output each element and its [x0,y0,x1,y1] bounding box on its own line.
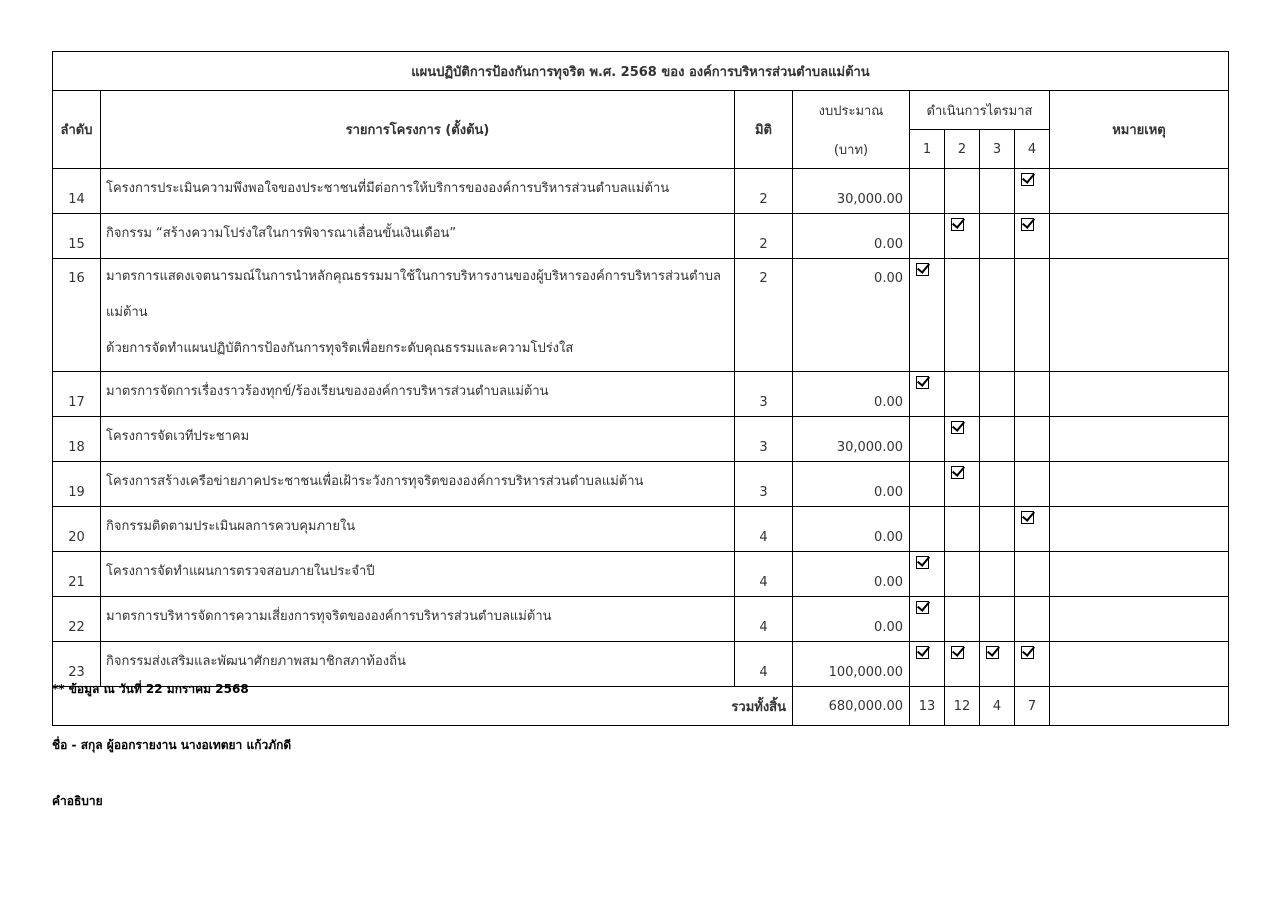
dimension: 4 [735,597,793,642]
project-name [101,552,735,597]
quarter-4-cell [1015,507,1050,552]
row-number: 20 [53,507,101,552]
quarter-1-cell [910,597,945,642]
quarter-1-cell [910,417,945,462]
project-name-line1: กิจกรรมติดตามประเมินผลการควบคุมภายใน [106,519,356,534]
table-row [53,372,1229,417]
checked-box-icon [1021,646,1034,659]
table-row [53,597,1229,642]
project-name-line1: โครงการจัดเวทีประชาคม [106,429,250,444]
quarter-1-cell [910,259,945,372]
row-number: 18 [53,417,101,462]
project-name [101,507,735,552]
header-dimension: มิติ [735,91,793,169]
data-date-note: ** ข้อมูล ณ วันที่ 22 มกราคม 2568 [52,682,249,696]
remark [1050,507,1229,552]
project-name-line1: กิจกรรม “สร้างความโปร่งใสในการพิจารณาเลื่อนขั้นเงินเดือน” [106,226,457,241]
quarter-4-cell [1015,372,1050,417]
remark [1050,462,1229,507]
quarter-1-cell [910,552,945,597]
budget: 0.00 [793,259,910,372]
table-row [53,417,1229,462]
project-name [101,372,735,417]
budget: 0.00 [793,462,910,507]
row-number: 15 [53,214,101,259]
reporter-note: ชื่อ - สกุล ผู้ออกรายงาน นางอเทตยา แก้วภักดี [52,738,292,752]
project-name [101,214,735,259]
checked-box-icon [916,601,929,614]
table-row [53,214,1229,259]
dimension: 4 [735,507,793,552]
quarter-2-cell [945,642,980,687]
total-budget: 680,000.00 [793,687,910,726]
quarter-3-cell [980,259,1015,372]
checked-box-icon [1021,511,1034,524]
checked-box-icon [1021,173,1034,186]
quarter-2-cell [945,169,980,214]
dimension: 2 [735,259,793,372]
remark [1050,597,1229,642]
total-q3: 4 [980,687,1015,726]
header-budget-line2: (บาท) [833,142,869,158]
checked-box-icon [951,466,964,479]
row-number: 14 [53,169,101,214]
row-number: 21 [53,552,101,597]
total-q1: 13 [910,687,945,726]
checked-box-icon [1021,218,1034,231]
quarter-4-cell [1015,462,1050,507]
quarter-4-cell [1015,597,1050,642]
quarter-3-cell [980,507,1015,552]
budget: 0.00 [793,597,910,642]
budget: 0.00 [793,507,910,552]
project-name [101,462,735,507]
quarter-3-cell [980,214,1015,259]
quarter-1-cell [910,642,945,687]
project-name [101,597,735,642]
header-remark: หมายเหตุ [1050,91,1229,169]
quarter-1-cell [910,372,945,417]
checked-box-icon [951,421,964,434]
dimension: 4 [735,642,793,687]
checked-box-icon [916,556,929,569]
budget: 30,000.00 [793,169,910,214]
quarter-1-cell [910,214,945,259]
explanation-label: คำอธิบาย [52,794,103,808]
project-name-line1: มาตรการจัดการเรื่องราวร้องทุกข์/ร้องเรียนขององค์การบริหารส่วนตำบลแม่ต้าน [106,384,549,399]
table-row [53,552,1229,597]
project-name [101,417,735,462]
project-name-line1: โครงการสร้างเครือข่ายภาคประชาชนเพื่อเฝ้าระวังการทุจริตขององค์การบริหารส่วนตำบลแม่ต้าน [106,474,644,489]
row-number: 16 [53,259,101,372]
remark [1050,417,1229,462]
table-row [53,169,1229,214]
budget: 30,000.00 [793,417,910,462]
table-row [53,507,1229,552]
project-name-line1: โครงการจัดทำแผนการตรวจสอบภายในประจำปี [106,564,375,579]
row-number: 19 [53,462,101,507]
remark [1050,259,1229,372]
checked-box-icon [951,646,964,659]
total-q4: 7 [1015,687,1050,726]
table-title: แผนปฏิบัติการป้องกันการทุจริต พ.ศ. 2568 ของ องค์การบริหารส่วนตำบลแม่ต้าน [53,52,1229,91]
checked-box-icon [916,263,929,276]
quarter-1-cell [910,169,945,214]
quarter-1-cell [910,507,945,552]
checked-box-icon [986,646,999,659]
header-q3: 3 [980,130,1015,169]
quarter-3-cell [980,462,1015,507]
header-budget-line1: งบประมาณ [818,103,884,119]
quarter-4-cell [1015,642,1050,687]
quarter-1-cell [910,462,945,507]
project-name [101,169,735,214]
quarter-2-cell [945,417,980,462]
header-q1: 1 [910,130,945,169]
quarter-4-cell [1015,417,1050,462]
header-quarters: ดำเนินการไตรมาส [910,91,1050,130]
remark [1050,372,1229,417]
project-name-line1: กิจกรรมส่งเสริมและพัฒนาศักยภาพสมาชิกสภาท้องถิ่น [106,654,406,669]
quarter-4-cell [1015,259,1050,372]
quarter-4-cell [1015,214,1050,259]
table-row [53,462,1229,507]
budget: 0.00 [793,372,910,417]
quarter-3-cell [980,417,1015,462]
quarter-3-cell [980,169,1015,214]
budget: 100,000.00 [793,642,910,687]
quarter-3-cell [980,597,1015,642]
quarter-4-cell [1015,552,1050,597]
quarter-2-cell [945,259,980,372]
dimension: 3 [735,417,793,462]
remark [1050,169,1229,214]
project-name-line2: ด้วยการจัดทำแผนปฏิบัติการป้องกันการทุจริตเพื่อยกระดับคุณธรรมและความโปร่งใส [106,341,574,356]
budget: 0.00 [793,552,910,597]
header-budget [793,91,910,169]
checked-box-icon [916,376,929,389]
header-order: ลำดับ [53,91,101,169]
row-number: 23 [53,642,101,687]
budget: 0.00 [793,214,910,259]
dimension: 2 [735,169,793,214]
dimension: 4 [735,552,793,597]
quarter-2-cell [945,462,980,507]
dimension: 3 [735,372,793,417]
quarter-4-cell [1015,169,1050,214]
dimension: 3 [735,462,793,507]
header-q2: 2 [945,130,980,169]
header-project: รายการโครงการ (ตั้งต้น) [101,91,735,169]
row-number: 22 [53,597,101,642]
project-name-line1: มาตรการแสดงเจตนารมณ์ในการนำหลักคุณธรรมมาใช้ในการบริหารงานของผู้บริหารองค์การบริหารส่วนตำบลแม่ต้าน [106,269,722,320]
anti-corruption-plan-table [52,51,1229,726]
table-row [53,259,1229,372]
quarter-3-cell [980,552,1015,597]
remark [1050,214,1229,259]
total-remark [1050,687,1229,726]
project-name [101,259,735,372]
remark [1050,552,1229,597]
header-q4: 4 [1015,130,1050,169]
quarter-2-cell [945,372,980,417]
row-number: 17 [53,372,101,417]
checked-box-icon [916,646,929,659]
quarter-2-cell [945,214,980,259]
quarter-2-cell [945,597,980,642]
total-label: รวมทั้งสิ้น [53,687,793,726]
project-name-line1: โครงการประเมินความพึงพอใจของประชาชนที่มีต่อการให้บริการขององค์การบริหารส่วนตำบลแม่ต้าน [106,181,670,196]
quarter-3-cell [980,372,1015,417]
total-q2: 12 [945,687,980,726]
table-body [53,169,1229,687]
project-name-line1: มาตรการบริหารจัดการความเสี่ยงการทุจริตขององค์การบริหารส่วนตำบลแม่ต้าน [106,609,552,624]
quarter-2-cell [945,507,980,552]
remark [1050,642,1229,687]
quarter-3-cell [980,642,1015,687]
checked-box-icon [951,218,964,231]
quarter-2-cell [945,552,980,597]
dimension: 2 [735,214,793,259]
